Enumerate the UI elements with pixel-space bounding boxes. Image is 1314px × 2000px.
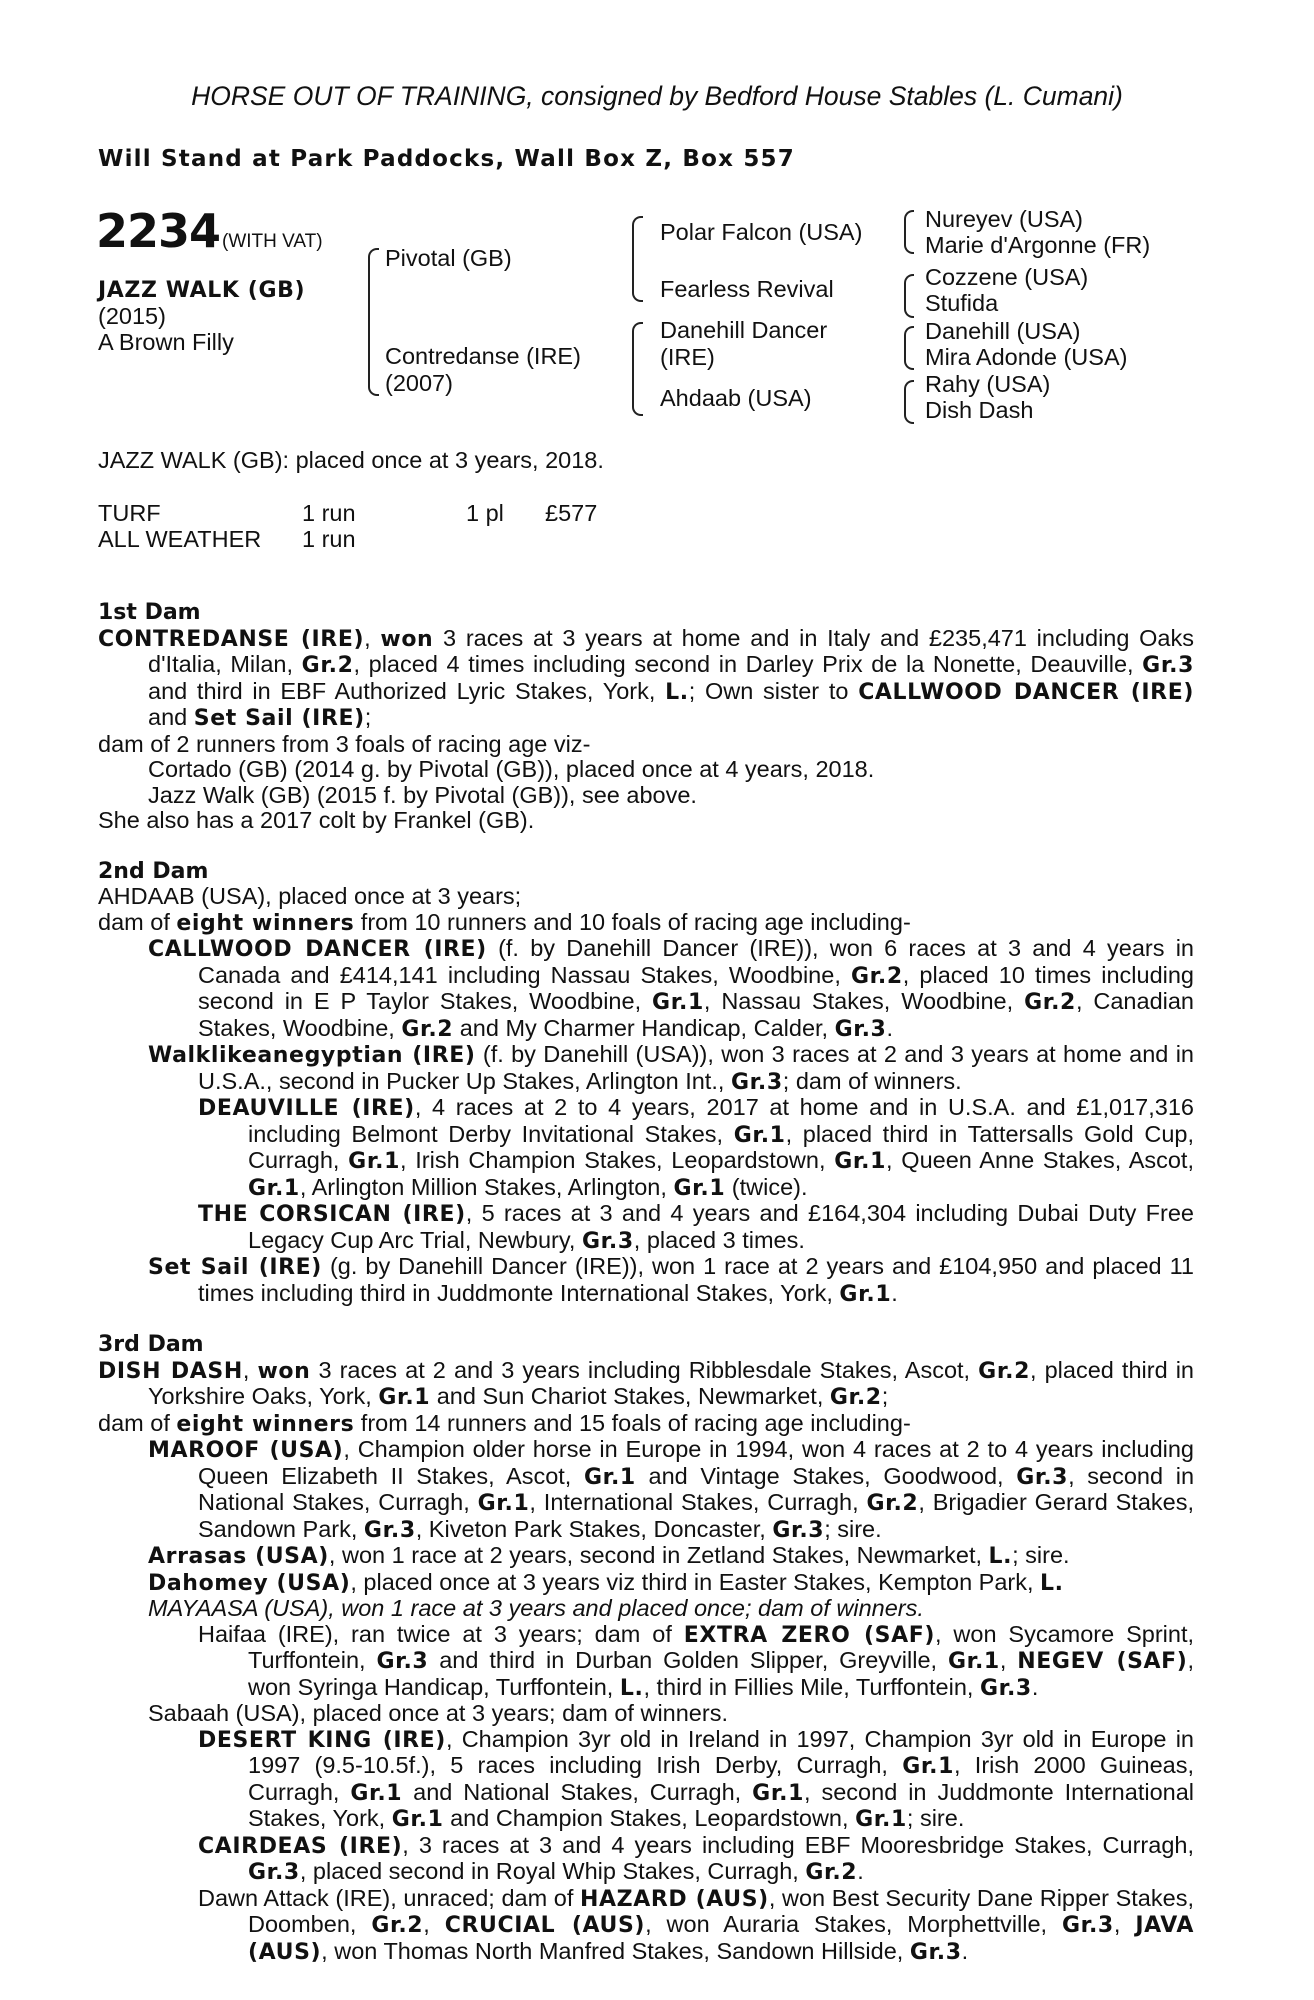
record-turf-placed: 1 pl <box>466 500 504 526</box>
pedigree-brace-sd <box>904 274 914 318</box>
vat-note: (WITH VAT) <box>222 231 323 252</box>
first-dam-foal-note: She also has a 2017 colt by Frankel (GB). <box>98 807 535 833</box>
pedigree-dam-sire: Danehill Dancer <box>660 317 828 343</box>
stand-location: Will Stand at Park Paddocks, Wall Box Z, Box 557 <box>98 146 795 172</box>
haifaa-entry: Haifaa (IRE), ran twice at 3 years; dam of EXTRA ZERO (SAF), won Sycamore Sprint, Turffontein, Gr.3 and third in Durban Golden Slipper, Greyville, Gr.1, NEGEV (SAF), won Syringa Handicap, Turffontein, L., third in Fillies Mile, Turffontein, Gr.3. <box>198 1620 1195 1701</box>
pedigree-sire-sire: Polar Falcon (USA) <box>660 219 863 245</box>
record-aw-runs: 1 run <box>302 526 356 552</box>
pedigree-dam: Contredanse (IRE) <box>385 343 581 369</box>
pedigree-brace-ss <box>904 210 914 254</box>
second-dam-produce-intro: dam of eight winners from 10 runners and 10 foals of racing age including- <box>98 908 911 936</box>
pedigree-dam-year: (2007) <box>385 370 453 396</box>
pedigree-ddd: Dish Dash <box>925 397 1034 423</box>
pedigree-brace-dd <box>904 380 914 424</box>
family-notes <box>98 600 1194 1965</box>
third-dam-record: DISH DASH, won 3 races at 2 and 3 years including Ribblesdale Stakes, Ascot, Gr.2, placed third in Yorkshire Oaks, York, Gr.1 and Sun Chariot Stakes, Newmarket, Gr.2; <box>98 1356 1195 1410</box>
lot-foaling-year: (2015) <box>98 303 166 329</box>
pedigree-brace-sire <box>632 216 643 302</box>
pedigree-sdd: Stufida <box>925 290 999 316</box>
walklikeanegyptian-entry: Walklikeanegyptian (IRE) (f. by Danehill (USA)), won 3 races at 2 and 3 years at home and in U.S.A., second in Pucker Up Stakes, Arlington Int., Gr.3; dam of winners. <box>148 1041 1194 1095</box>
pedigree-sire: Pivotal (GB) <box>385 245 512 271</box>
race-summary: JAZZ WALK (GB): placed once at 3 years, 2018. <box>98 447 604 473</box>
mayaasa-entry: MAYAASA (USA), won 1 race at 3 years and placed once; dam of winners. <box>148 1595 924 1621</box>
desert-king-entry: DESERT KING (IRE), Champion 3yr old in Ireland in 1997, Champion 3yr old in Europe in 1997 (9.5-10.5f.), 5 races including Irish Derby, Curragh, Gr.1, Irish 2000 Guineas, Curragh, Gr.1 and National Stakes, Curragh, Gr.1, second in Juddmonte International Stakes, York, Gr.1 and Champion Stakes, Leopardstown, Gr.1; sire. <box>198 1725 1194 1832</box>
record-turf-prize: £577 <box>545 500 598 526</box>
pedigree-brace-dam <box>632 322 643 416</box>
maroof-entry: MAROOF (USA), Champion older horse in Europe in 1994, won 4 races at 2 to 4 years including Queen Elizabeth II Stakes, Ascot, Gr.1 and Vintage Stakes, Goodwood, Gr.3, second in National Stakes, Curragh, Gr.1, International Stakes, Curragh, Gr.2, Brigadier Gerard Stakes, Sandown Park, Gr.3, Kiveton Park Stakes, Doncaster, Gr.3; sire. <box>148 1436 1195 1543</box>
first-dam-produce-1: Cortado (GB) (2014 g. by Pivotal (GB)), placed once at 4 years, 2018. <box>148 756 875 782</box>
lot-number: 2234 <box>96 204 221 258</box>
first-dam-record: CONTREDANSE (IRE), won 3 races at 3 years at home and in Italy and £235,471 including Oaks d'Italia, Milan, Gr.2, placed 4 times including second in Darley Prix de la Nonette, Deauville, Gr.3 and third in EBF Authorized Lyric Stakes, York, L.; Own sister to CALLWOOD DANCER (IRE) and Set Sail (IRE); <box>98 624 1195 731</box>
set-sail-entry: Set Sail (IRE) (g. by Danehill Dancer (IRE)), won 1 race at 2 years and £104,950 and placed 11 times including third in Juddmonte International Stakes, York, Gr.1. <box>148 1253 1194 1307</box>
first-dam-heading: 1st Dam <box>98 600 201 625</box>
first-dam-produce-2: Jazz Walk (GB) (2015 f. by Pivotal (GB)), see above. <box>148 781 697 808</box>
cairdeas-entry: CAIRDEAS (IRE), 3 races at 3 and 4 years including EBF Mooresbridge Stakes, Curragh, Gr.3, placed second in Royal Whip Stakes, Curragh, Gr.2. <box>198 1831 1194 1885</box>
sabaah-entry: Sabaah (USA), placed once at 3 years; dam of winners. <box>148 1700 728 1726</box>
pedigree-dam-sire-suffix: (IRE) <box>660 344 715 370</box>
record-turf-runs: 1 run <box>302 500 356 526</box>
pedigree-dsd: Mira Adonde (USA) <box>925 344 1128 370</box>
pedigree-dss: Danehill (USA) <box>925 318 1081 344</box>
dahomey-entry: Dahomey (USA), placed once at 3 years viz third in Easter Stakes, Kempton Park, L. <box>148 1568 1064 1596</box>
the-corsican-entry: THE CORSICAN (IRE), 5 races at 3 and 4 years and £164,304 including Dubai Duty Free Legacy Cup Arc Trial, Newbury, Gr.3, placed 3 times. <box>198 1200 1194 1254</box>
second-dam-heading: 2nd Dam <box>98 858 209 884</box>
pedigree-ssd: Marie d'Argonne (FR) <box>925 232 1151 258</box>
first-dam-produce-intro: dam of 2 runners from 3 foals of racing age viz- <box>98 730 591 757</box>
catalogue-title: HORSE OUT OF TRAINING, consigned by Bedford House Stables (L. Cumani) <box>191 81 1123 111</box>
third-dam-heading: 3rd Dam <box>98 1332 204 1357</box>
third-dam-produce-intro: dam of eight winners from 14 runners and 15 foals of racing age including- <box>98 1409 911 1437</box>
pedigree-brace-gen1 <box>368 248 379 396</box>
pedigree-dam-dam: Ahdaab (USA) <box>660 385 812 411</box>
lot-description: A Brown Filly <box>98 329 234 355</box>
arrasas-entry: Arrasas (USA), won 1 race at 2 years, second in Zetland Stakes, Newmarket, L.; sire. <box>148 1542 1070 1569</box>
second-dam-record: AHDAAB (USA), placed once at 3 years; <box>98 883 522 909</box>
deauville-entry: DEAUVILLE (IRE), 4 races at 2 to 4 years, 2017 at home and in U.S.A. and £1,017,316 including Belmont Derby Invitational Stakes, Gr.1, placed third in Tattersalls Gold Cup, Curragh, Gr.1, Irish Champion Stakes, Leopardstown, Gr.1, Queen Anne Stakes, Ascot, Gr.1, Arlington Million Stakes, Arlington, Gr.1 (twice). <box>198 1094 1194 1201</box>
pedigree-sds: Cozzene (USA) <box>925 264 1089 290</box>
pedigree-sire-dam: Fearless Revival <box>660 276 834 302</box>
callwood-dancer-entry: CALLWOOD DANCER (IRE) (f. by Danehill Dancer (IRE)), won 6 races at 3 and 4 years in Canada and £414,141 including Nassau Stakes, Woodbine, Gr.2, placed 10 times including second in E P Taylor Stakes, Woodbine, Gr.1, Nassau Stakes, Woodbine, Gr.2, Canadian Stakes, Woodbine, Gr.2 and My Charmer Handicap, Calder, Gr.3. <box>148 935 1195 1042</box>
record-turf-surface: TURF <box>98 500 161 526</box>
dawn-attack-entry: Dawn Attack (IRE), unraced; dam of HAZARD (AUS), won Best Security Dane Ripper Stakes, Doomben, Gr.2, CRUCIAL (AUS), won Auraria Stakes, Morphettville, Gr.3, JAVA (AUS), won Thomas North Manfred Stakes, Sandown Hillside, Gr.3. <box>198 1884 1195 1965</box>
lot-horse-name: JAZZ WALK (GB) <box>98 278 306 303</box>
record-aw-surface: ALL WEATHER <box>98 526 262 552</box>
pedigree-brace-ds <box>904 326 914 370</box>
pedigree-dds: Rahy (USA) <box>925 371 1051 397</box>
pedigree-sss: Nureyev (USA) <box>925 206 1084 232</box>
